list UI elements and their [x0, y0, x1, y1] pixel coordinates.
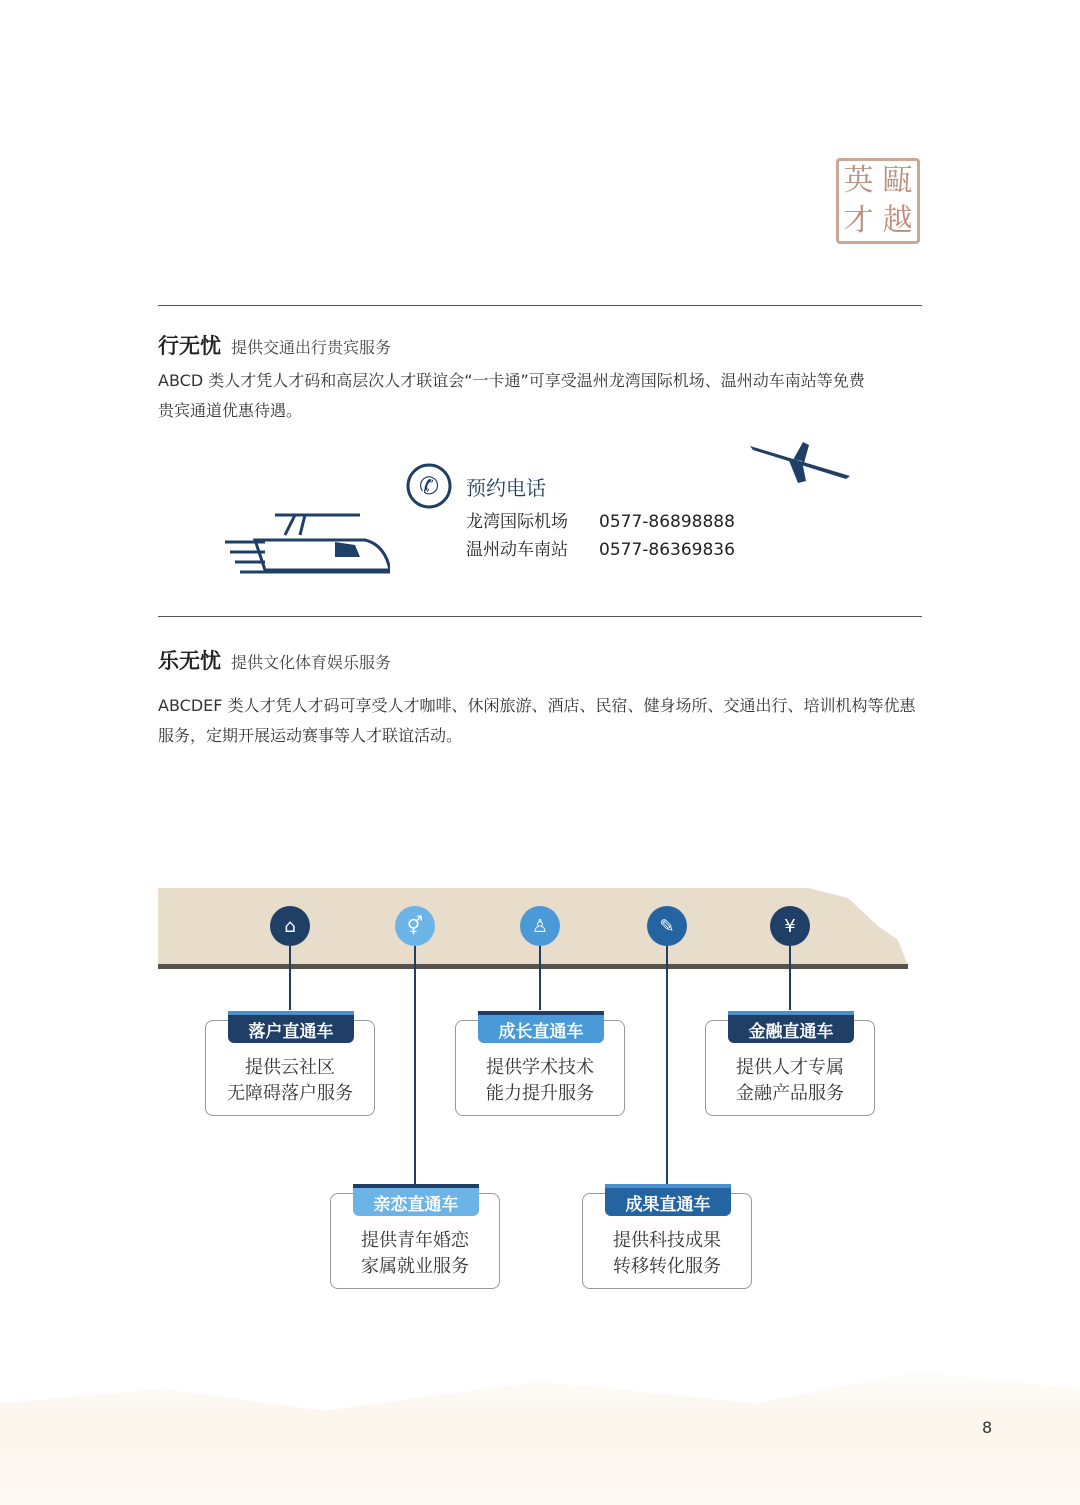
service-card: 成果直通车 提供科技成果 转移转化服务	[582, 1193, 752, 1289]
service-tag: 金融直通车	[728, 1011, 854, 1043]
decorative-wave	[0, 1360, 1080, 1505]
gear-pen-icon: ✎	[647, 906, 687, 946]
divider	[158, 616, 922, 617]
section-travel-heading	[158, 330, 391, 360]
service-card: 落户直通车 提供云社区 无障碍落户服务	[205, 1020, 375, 1116]
contact-list	[466, 508, 735, 564]
service-card: 成长直通车 提供学术技术 能力提升服务	[455, 1020, 625, 1116]
section-body: ABCD 类人才凭人才码和高层次人才联谊会“一卡通”可享受温州龙湾国际机场、温州动车南站等免费贵宾通道优惠待遇。	[158, 371, 865, 420]
service-card: 金融直通车 提供人才专属 金融产品服务	[705, 1020, 875, 1116]
contact-row	[466, 508, 735, 536]
contact-phone: 0577-86369836	[599, 540, 735, 560]
yuan-search-icon: ¥	[770, 906, 810, 946]
house-icon: ⌂	[270, 906, 310, 946]
section-subtitle: 提供交通出行贵宾服务	[231, 338, 392, 357]
divider	[158, 305, 922, 306]
person-icon: ♙	[520, 906, 560, 946]
track-line	[158, 964, 908, 969]
section-title: 行无忧	[158, 334, 221, 358]
svg-text:✆: ✆	[418, 472, 440, 500]
service-tag: 成果直通车	[605, 1184, 731, 1216]
page-number: 8	[982, 1418, 993, 1437]
section-leisure-heading	[158, 645, 391, 675]
section-title: 乐无忧	[158, 649, 221, 673]
train-icon	[225, 512, 390, 574]
service-card: 亲恋直通车 提供青年婚恋 家属就业服务	[330, 1193, 500, 1289]
airplane-icon	[748, 440, 858, 485]
gender-icon: ⚥	[395, 906, 435, 946]
section-body: ABCDEF 类人才凭人才码可享受人才咖啡、休闲旅游、酒店、民宿、健身场所、交通出行、培训机构等优惠服务，定期开展运动赛事等人才联谊活动。	[158, 696, 916, 745]
contact-row	[466, 536, 735, 564]
contact-name: 龙湾国际机场	[466, 512, 568, 532]
contact-name: 温州动车南站	[466, 540, 568, 560]
contact-phone: 0577-86898888	[599, 512, 735, 532]
section-subtitle: 提供文化体育娱乐服务	[231, 653, 392, 672]
phone-icon	[405, 462, 453, 510]
service-tag: 成长直通车	[478, 1011, 604, 1043]
phone-title: 预约电话	[466, 476, 546, 500]
service-tag: 亲恋直通车	[353, 1184, 479, 1216]
service-tag: 落户直通车	[228, 1011, 354, 1043]
seal-logo: 英 甌 才 越	[836, 158, 920, 244]
